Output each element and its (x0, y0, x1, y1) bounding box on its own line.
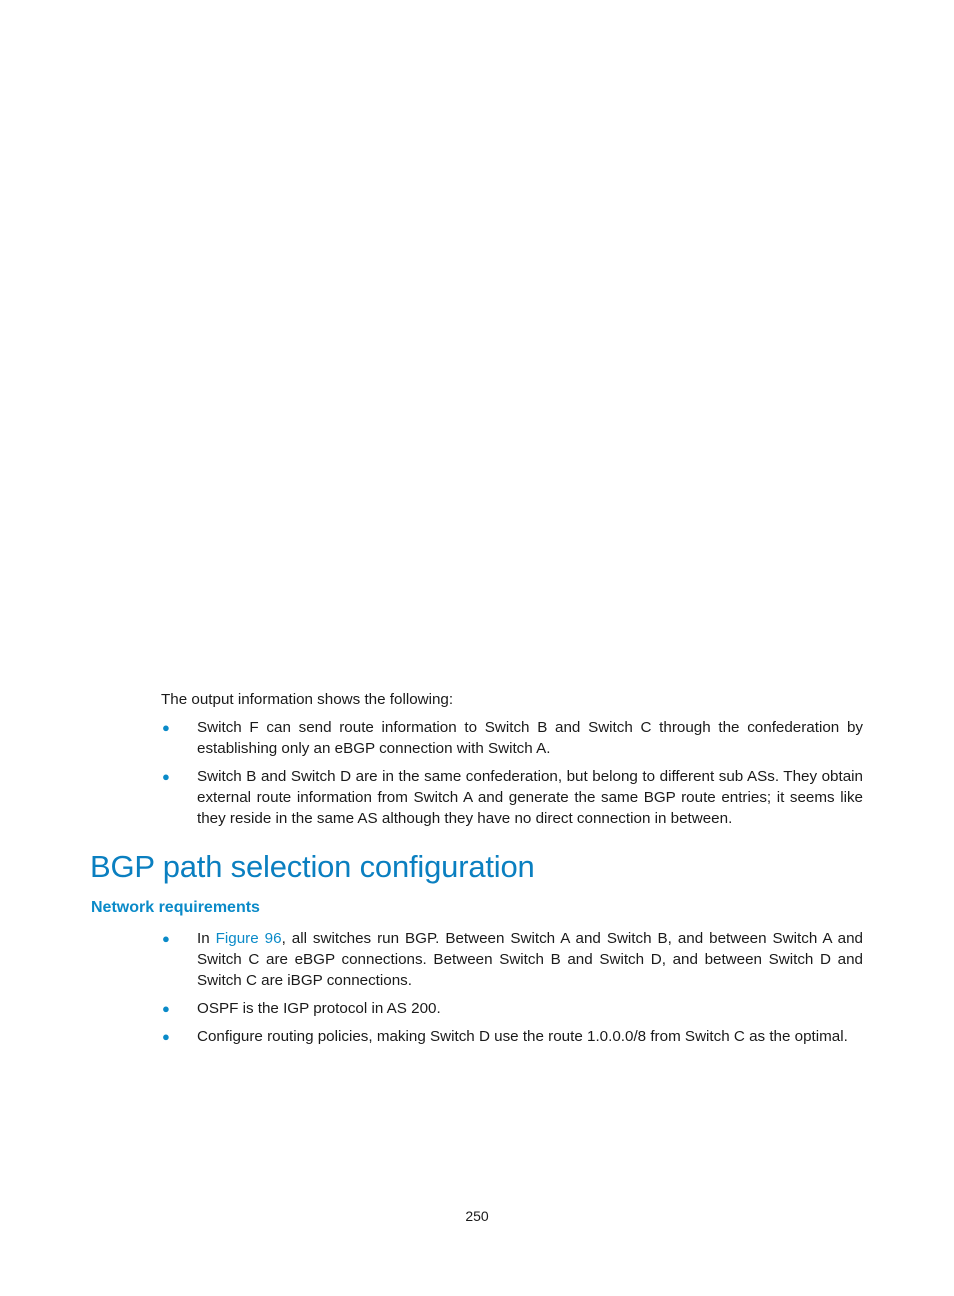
bullet-icon: ● (162, 931, 170, 946)
subsection-title: Network requirements (91, 899, 260, 916)
results-list (161, 717, 863, 836)
list-item (161, 998, 863, 1019)
bullet-icon: ● (162, 769, 170, 784)
bullet-icon: ● (162, 1001, 170, 1016)
list-item (161, 717, 863, 759)
list-item-text-suffix: , all switches run BGP. Between Switch A and Switch B, and between Switch A and Switch C are eBGP connections. Between Switch B and Switch D, and between Switch D and Switch C are iBGP connections. (197, 930, 863, 989)
list-item (161, 928, 863, 991)
list-item (161, 1026, 863, 1047)
section-title: BGP path selection configuration (90, 849, 535, 884)
figure-link[interactable]: Figure 96 (215, 930, 282, 947)
list-item (161, 766, 863, 829)
bullet-icon: ● (162, 720, 170, 735)
list-item-text: Switch F can send route information to Switch B and Switch C through the confederation by establishing only an eBGP connection with Switch A. (197, 719, 863, 757)
list-item-text: Configure routing policies, making Switch D use the route 1.0.0.0/8 from Switch C as the optimal. (197, 1028, 848, 1045)
list-item-text: Switch B and Switch D are in the same confederation, but belong to different sub ASs. They obtain external route information from Switch A and generate the same BGP route entries; it seems like they reside in the same AS although they have no direct connection in between. (197, 768, 863, 827)
intro-paragraph: The output information shows the following: (161, 691, 454, 708)
list-item-text: OSPF is the IGP protocol in AS 200. (197, 1000, 441, 1017)
page-number: 250 (465, 1208, 489, 1224)
requirements-list (161, 928, 863, 1054)
bullet-icon: ● (162, 1029, 170, 1044)
list-item-text-prefix: In (197, 930, 216, 947)
